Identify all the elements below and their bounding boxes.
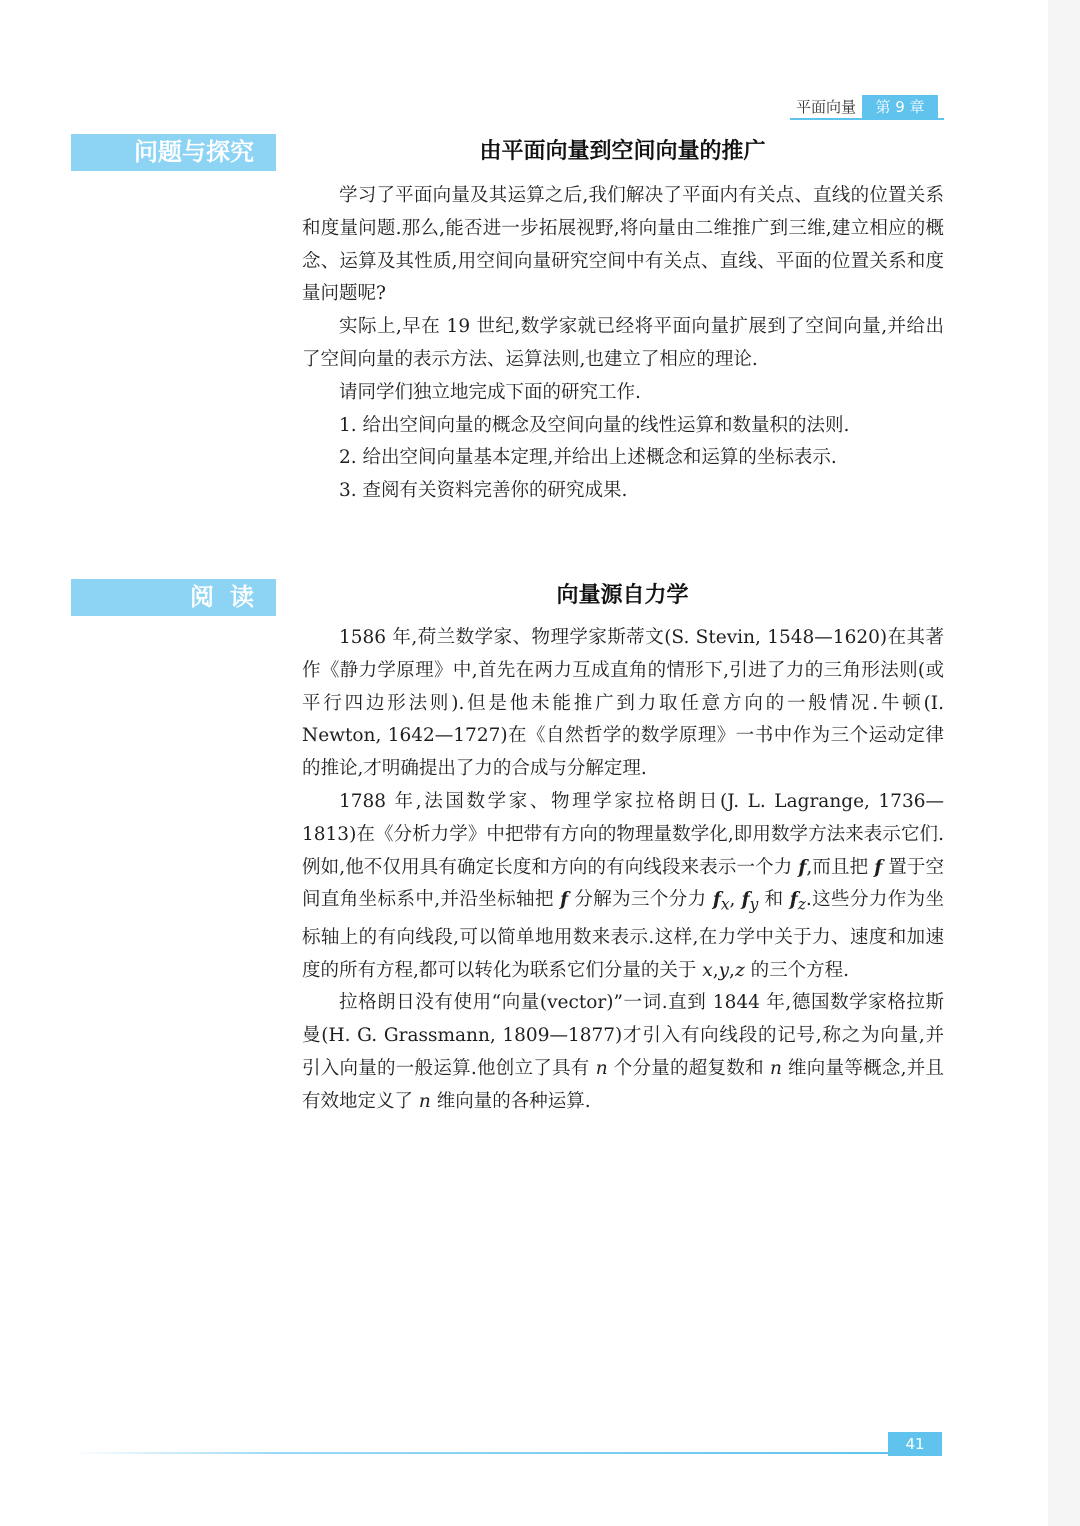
- inquiry-body: [302, 180, 944, 508]
- chapter-header: [790, 95, 938, 119]
- reading-body: [302, 622, 944, 1119]
- paragraph: 学习了平面向量及其运算之后,我们解决了平面内有关点、直线的位置关系和度量问题.那么,能否进一步拓展视野,将向量由二维推广到三维,建立相应的概念、运算及其性质,用空间向量研究空间中有关点、直线、平面的位置关系和度量问题呢?: [302, 185, 944, 305]
- section-tag-reading: 阅读: [71, 579, 276, 616]
- chapter-name: 平面向量: [790, 95, 862, 119]
- task-item: 1. 给出空间向量的概念及空间向量的线性运算和数量积的法则.: [339, 414, 850, 436]
- task-item: 2. 给出空间向量基本定理,并给出上述概念和运算的坐标表示.: [339, 447, 837, 469]
- header-rule: [790, 118, 944, 120]
- vector-f: f: [560, 889, 569, 911]
- page-number: 41: [888, 1432, 942, 1456]
- section-title-reading: 向量源自力学: [556, 583, 689, 608]
- chapter-number: 第 9 章: [862, 95, 938, 119]
- vector-f: f: [874, 856, 883, 878]
- paragraph: 拉格朗日没有使用“向量(vector)”一词.直到 1844 年,德国数学家格拉斯曼(H. G. Grassmann, 1809—1877)才引入有向线段的记号,称之为向量,并引入向量的一般运算.他创立了具有 n 个分量的超复数和 n 维向量等概念,并且有效地定义了 n 维向量的各种运算.: [302, 992, 945, 1112]
- paragraph: 实际上,早在 19 世纪,数学家就已经将平面向量扩展到了空间向量,并给出了空间向量的表示方法、运算法则,也建立了相应的理论.: [302, 316, 944, 370]
- paragraph: 1788 年,法国数学家、物理学家拉格朗日(J. L. Lagrange, 1736—1813)在《分析力学》中把带有方向的物理量数学化,即用数学方法来表示它们.例如,他不仅用具有确定长度和方向的有向线段来表示一个力 f,而且把 f 置于空间直角坐标系中,并沿坐标轴把 f 分解为三个分力 $f_x$, $f_y$ 和 $f_z$.这些分力作为坐标轴上的有向线段,可以简单地用数来表示.这样,在力学中关于力、速度和加速度的所有方程,都可以转化为联系它们分量的关于 x,y,z 的三个方程.: [302, 790, 944, 981]
- vector-fx: f: [712, 889, 721, 911]
- vector-fz: f: [789, 889, 798, 911]
- paragraph: 请同学们独立地完成下面的研究工作.: [339, 381, 641, 403]
- page-edge-shade: [1048, 0, 1080, 1526]
- paragraph: 1586 年,荷兰数学家、物理学家斯蒂文(S. Stevin, 1548—1620)在其著作《静力学原理》中,首先在两力互成直角的情形下,引进了力的三角形法则(或平行四边形法则).但是他未能推广到力取任意方向的一般情况.牛顿(I. Newton, 1642—1727)在《自然哲学的数学原理》一书中作为三个运动定律的推论,才明确提出了力的合成与分解定理.: [302, 627, 944, 780]
- footer-rule: [70, 1452, 890, 1454]
- vector-f: f: [798, 856, 807, 878]
- vector-fy: f: [741, 889, 750, 911]
- section-title-inquiry: 由平面向量到空间向量的推广: [479, 139, 766, 164]
- section-tag-inquiry: 问题与探究: [71, 134, 276, 171]
- task-item: 3. 查阅有关资料完善你的研究成果.: [339, 480, 628, 502]
